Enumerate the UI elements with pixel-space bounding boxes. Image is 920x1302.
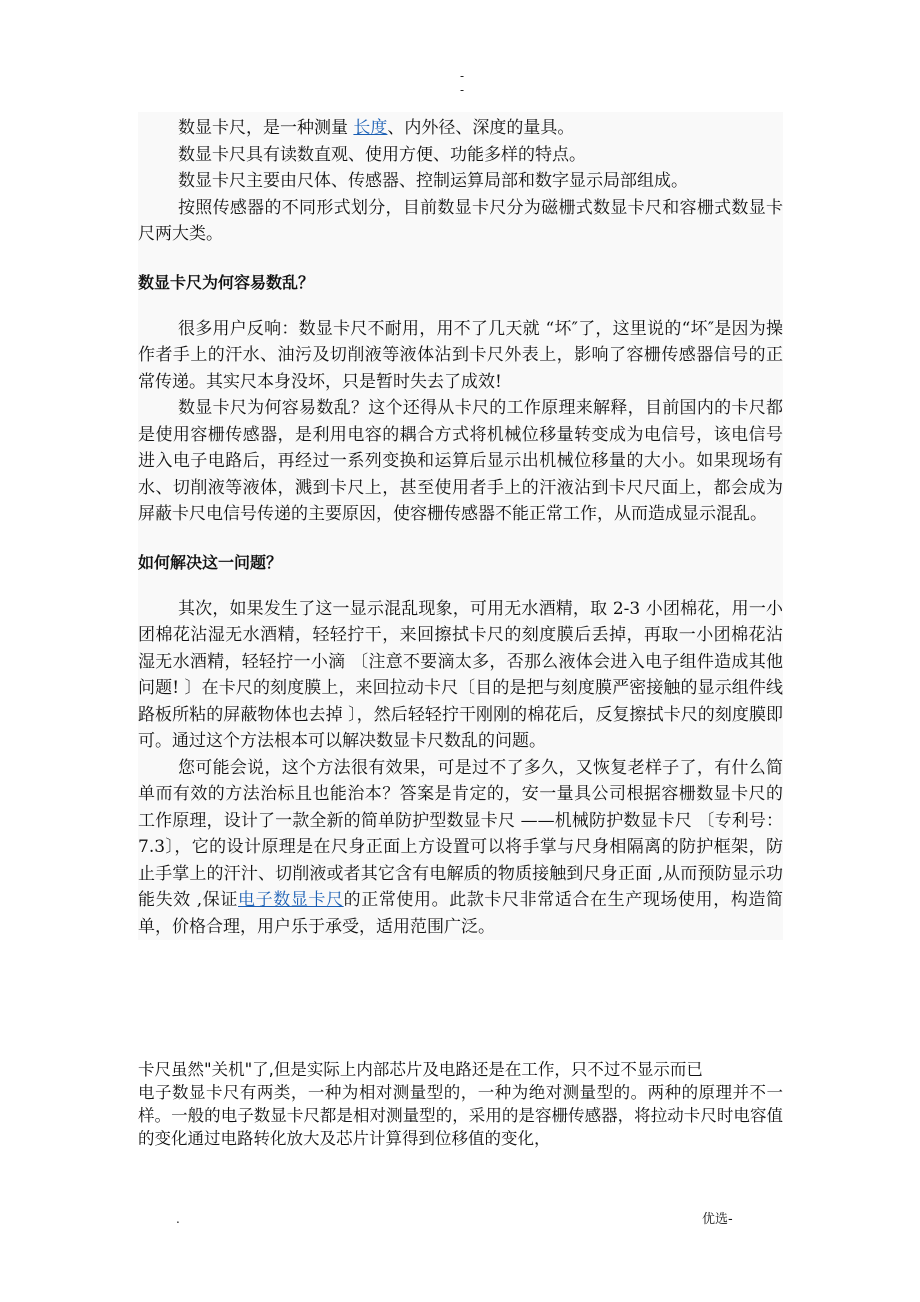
intro-paragraph-1 bbox=[138, 115, 783, 142]
tail-paragraph-2: 电子数显卡尺有两类，一种为相对测量型的，一种为绝对测量型的。两种的原理并不一样。一般的电子数显卡尺都是相对测量型的，采用的是容栅传感器，将拉动卡尺时电容值的变化通过电路转化放大及芯片计算得到位移值的变化， bbox=[138, 1083, 783, 1148]
section2-text: 您可能会说，这个方法很有效果，可是过不了多久，又恢复老样子了，有什么简单而有效的方法治标且也能治本？答案是肯定的，安一量具公司根据容栅数显卡尺的工作原理，设计了一款全新的简单防护型数显卡尺 ——机械防护数显卡尺 〔专利号：7.3〕，它的设计原理是在尺身正面上方设置可以将手掌与尺身相隔离的防护框架，防止手掌上的汗汁、切削液或者其它含有电解质的物质接触到尺身正面 ,从而预防显示功能失效 ,保证 bbox=[138, 757, 783, 910]
digital-caliper-link[interactable]: 电子数显卡尺 bbox=[238, 890, 344, 910]
intro-paragraph-3: 数显卡尺主要由尺体、传感器、控制运算局部和数字显示局部组成。 bbox=[178, 171, 688, 191]
intro-paragraph-4: 按照传感器的不同形式划分，目前数显卡尺分为磁栅式数显卡尺和容栅式数显卡尺两大类。 bbox=[138, 197, 783, 244]
section-heading-2: 如何解决这一问题？ bbox=[138, 552, 283, 572]
length-link[interactable]: 长度 bbox=[353, 118, 388, 138]
footer-label: 优选- bbox=[702, 1212, 733, 1227]
section-heading-1: 数显卡尺为何容易数乱？ bbox=[138, 272, 315, 292]
intro-text: 数显卡尺，是一种测量 bbox=[178, 118, 354, 138]
section2-paragraph-1: 其次，如果发生了这一显示混乱现象，可用无水酒精，取 2-3 小团棉花，用一小团棉花沾湿无水酒精，轻轻拧干，来回擦拭卡尺的刻度膜后丢掉，再取一小团棉花沾湿无水酒精，轻轻拧一小滴 〔注意不要滴太多，否那么液体会进入电子组件造成其他问题! 〕在卡尺的刻度膜上，来回拉动卡尺〔目的是把与刻度膜严密接触的显示组件线路板所粘的屏蔽物体也去掉 〕，然后轻轻拧干刚刚的棉花后，反复擦拭卡尺的刻度膜即可。通过这个方法根本可以解决数显卡尺数乱的问题。 bbox=[138, 598, 783, 751]
footer-dot: . bbox=[176, 1212, 180, 1226]
intro-paragraph-2: 数显卡尺具有读数直观、使用方便、功能多样的特点。 bbox=[178, 144, 586, 165]
header-mark: - bbox=[459, 83, 465, 97]
section1-paragraph-2: 数显卡尺为何容易数乱？这个还得从卡尺的工作原理来解释，目前国内的卡尺都是使用容栅传感器，是利用电容的耦合方式将机械位移量转变成为电信号，该电信号进入电子电路后，再经过一系列变换和运算后显示出机械位移量的大小。如果现场有水、切削液等液体，溅到卡尺上，甚至使用者手上的汗液沾到卡尺尺面上，都会成为屏蔽卡尺电信号传递的主要原因，使容栅传感器不能正常工作，从而造成显示混乱。 bbox=[138, 398, 783, 524]
header-mark: - bbox=[459, 69, 465, 83]
document-body bbox=[138, 112, 783, 940]
section1-paragraph-1: 很多用户反响：数显卡尺不耐用，用不了几天就 “坏″了，这里说的“坏″是因为操作者手上的汗水、油污及切削液等液体沾到卡尺外表上，影响了容栅传感器信号的正常传递。其实尺本身没坏，只是暂时失去了成效! bbox=[138, 318, 783, 392]
intro-text: 、内外径、深度的量具。 bbox=[387, 118, 575, 138]
tail-paragraph-1: 卡尺虽然"关机"了,但是实际上内部芯片及电路还是在工作，只不过不显示而已 bbox=[138, 1060, 703, 1079]
tail-text-block bbox=[138, 1058, 783, 1150]
section2-paragraph-2 bbox=[138, 755, 783, 941]
section2-text: 的正常使用。此款卡尺非常适合在生产现场使用，构造简单，价格合理，用户乐于承受，适用范围广泛。 bbox=[138, 890, 784, 937]
